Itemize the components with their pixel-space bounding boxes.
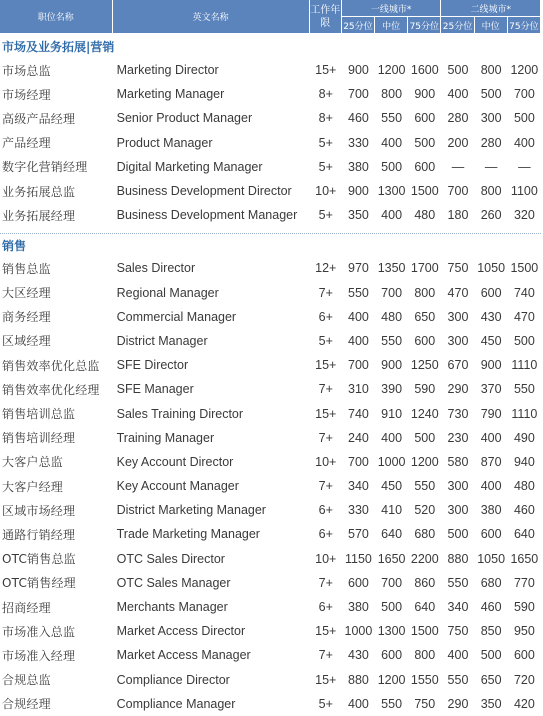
job-title-en: Training Manager bbox=[116, 430, 215, 445]
job-title-en: Digital Marketing Manager bbox=[116, 159, 263, 174]
tier1-median: 1300 bbox=[377, 624, 406, 639]
table-row bbox=[0, 131, 541, 155]
job-title-cn: 市场准入总监 bbox=[2, 624, 76, 639]
tier2-p75: 940 bbox=[513, 454, 535, 469]
table-row bbox=[0, 58, 541, 82]
job-title-cn: 招商经理 bbox=[2, 600, 51, 615]
section-title: 市场及业务拓展|营销 bbox=[2, 39, 115, 54]
tier1-median: 640 bbox=[381, 527, 403, 542]
tier2-median: 500 bbox=[480, 87, 502, 102]
tier1-p75: 600 bbox=[414, 111, 436, 126]
job-title-en: Business Development Manager bbox=[116, 208, 298, 223]
tier1-p25: 1000 bbox=[344, 624, 373, 639]
job-title-en: Sales Training Director bbox=[116, 406, 244, 421]
tier1-p75: 900 bbox=[414, 87, 436, 102]
tier2-p25: 500 bbox=[447, 63, 469, 78]
tier2-p75: 1500 bbox=[510, 261, 539, 276]
tier1-p75: 640 bbox=[414, 600, 436, 615]
table-row bbox=[0, 329, 541, 353]
job-title-en: Key Account Director bbox=[116, 454, 234, 469]
header-job-title-cn: 职位名称 bbox=[0, 0, 113, 34]
tier1-median: 450 bbox=[381, 479, 403, 494]
job-title-cn: 区域经理 bbox=[2, 334, 51, 349]
section-header-row bbox=[0, 34, 541, 58]
tier2-median: 430 bbox=[480, 309, 502, 324]
tier1-p25: 340 bbox=[348, 479, 369, 494]
years-experience: 6+ bbox=[318, 527, 333, 542]
tier1-p75: 1550 bbox=[410, 672, 439, 687]
tier2-median: 380 bbox=[480, 503, 502, 518]
years-experience: 10+ bbox=[315, 454, 337, 469]
job-title-cn: 通路行销经理 bbox=[2, 527, 76, 542]
tier1-median: 700 bbox=[381, 575, 403, 590]
job-title-cn: 产品经理 bbox=[2, 136, 51, 151]
tier2-median: 800 bbox=[480, 184, 502, 199]
tier1-median: 550 bbox=[381, 333, 403, 348]
header-tier2-median: 中位 bbox=[475, 17, 508, 34]
tier1-median: 600 bbox=[381, 648, 403, 663]
tier1-p75: 550 bbox=[414, 479, 436, 494]
tier1-p75: 1600 bbox=[410, 63, 439, 78]
tier1-p25: 310 bbox=[348, 382, 369, 397]
table-row bbox=[0, 571, 541, 595]
table-row bbox=[0, 474, 541, 498]
tier1-median: 500 bbox=[381, 600, 403, 615]
tier2-median: 450 bbox=[480, 333, 502, 348]
tier1-median: 390 bbox=[381, 382, 403, 397]
job-title-en: Regional Manager bbox=[116, 285, 219, 300]
tier1-p25: 700 bbox=[348, 87, 369, 102]
job-title-en: Sales Director bbox=[116, 261, 196, 276]
tier1-p25: 740 bbox=[348, 406, 369, 421]
tier2-p25: 300 bbox=[447, 479, 469, 494]
tier2-p75: 460 bbox=[513, 503, 535, 518]
tier1-median: 480 bbox=[381, 309, 403, 324]
tier1-median: 400 bbox=[381, 430, 403, 445]
job-title-en: Business Development Director bbox=[116, 184, 292, 199]
tier2-p25: 670 bbox=[447, 358, 469, 373]
table-row bbox=[0, 668, 541, 692]
tier2-p75: 1650 bbox=[510, 551, 539, 566]
job-title-cn: 数字化营销经理 bbox=[2, 160, 88, 175]
tier2-p25: 750 bbox=[447, 624, 469, 639]
tier2-median: 870 bbox=[480, 454, 502, 469]
tier1-median: 400 bbox=[381, 208, 403, 223]
tier2-median: 790 bbox=[480, 406, 502, 421]
job-title-cn: 大客户总监 bbox=[2, 455, 64, 470]
tier2-median: 850 bbox=[480, 624, 502, 639]
header-tier2-p75: 75分位 bbox=[508, 17, 541, 34]
tier1-p25: 400 bbox=[348, 696, 369, 711]
tier1-p25: 400 bbox=[348, 333, 369, 348]
job-title-cn: OTC销售总监 bbox=[2, 552, 76, 567]
table-row bbox=[0, 281, 541, 305]
tier1-p75: 600 bbox=[414, 159, 436, 174]
tier1-median: 700 bbox=[381, 285, 403, 300]
tier2-p25: 880 bbox=[447, 551, 469, 566]
job-title-en: Marketing Director bbox=[116, 63, 219, 78]
years-experience: 12+ bbox=[315, 261, 337, 276]
tier2-p25: 550 bbox=[447, 672, 469, 687]
job-title-cn: 销售效率优化总监 bbox=[2, 358, 100, 373]
tier2-p25: 300 bbox=[447, 503, 469, 518]
tier2-p75: 470 bbox=[513, 309, 535, 324]
table-row bbox=[0, 82, 541, 106]
years-experience: 15+ bbox=[315, 406, 337, 421]
tier2-p75: 320 bbox=[513, 208, 535, 223]
tier1-median: 1650 bbox=[377, 551, 406, 566]
tier2-p75: 770 bbox=[513, 575, 535, 590]
tier2-median: 400 bbox=[480, 479, 502, 494]
years-experience: 15+ bbox=[315, 358, 337, 373]
job-title-en: OTC Sales Director bbox=[116, 551, 225, 566]
table-row bbox=[0, 203, 541, 227]
tier1-p25: 970 bbox=[348, 261, 369, 276]
tier2-median: 460 bbox=[480, 600, 502, 615]
years-experience: 15+ bbox=[315, 672, 337, 687]
table-row bbox=[0, 401, 541, 425]
job-title-en: Marketing Manager bbox=[116, 87, 225, 102]
tier1-p25: 900 bbox=[348, 63, 369, 78]
job-title-cn: 大客户经理 bbox=[2, 479, 64, 494]
table-body bbox=[0, 34, 541, 716]
job-title-cn: 区域市场经理 bbox=[2, 503, 76, 518]
tier2-p75: 500 bbox=[513, 333, 535, 348]
tier2-p75: — bbox=[518, 159, 531, 174]
tier2-p25: 400 bbox=[447, 87, 469, 102]
tier1-median: 1000 bbox=[377, 454, 406, 469]
tier2-p75: 420 bbox=[513, 696, 535, 711]
years-experience: 15+ bbox=[315, 63, 337, 78]
tier2-median: 600 bbox=[480, 527, 502, 542]
tier1-p75: 800 bbox=[414, 648, 436, 663]
tier2-median: 600 bbox=[480, 285, 502, 300]
job-title-en: Key Account Manager bbox=[116, 479, 239, 494]
tier1-p75: 2200 bbox=[410, 551, 439, 566]
table-row bbox=[0, 305, 541, 329]
tier2-median: 650 bbox=[480, 672, 502, 687]
tier1-p25: 550 bbox=[348, 285, 369, 300]
job-title-cn: 合规经理 bbox=[2, 697, 51, 712]
table-row bbox=[0, 377, 541, 401]
years-experience: 5+ bbox=[318, 333, 333, 348]
years-experience: 7+ bbox=[318, 479, 333, 494]
years-experience: 6+ bbox=[318, 309, 333, 324]
tier1-median: 400 bbox=[381, 135, 403, 150]
tier1-p75: 500 bbox=[414, 430, 436, 445]
tier1-p75: 590 bbox=[414, 382, 436, 397]
tier1-p25: 240 bbox=[348, 430, 369, 445]
tier1-median: 410 bbox=[381, 503, 403, 518]
years-experience: 7+ bbox=[318, 430, 333, 445]
tier1-p25: 700 bbox=[348, 454, 369, 469]
tier1-p75: 520 bbox=[414, 503, 436, 518]
job-title-cn: 业务拓展经理 bbox=[2, 208, 76, 223]
tier1-p25: 1150 bbox=[344, 551, 372, 566]
tier2-median: 350 bbox=[480, 696, 502, 711]
job-title-cn: 销售培训经理 bbox=[2, 431, 76, 446]
tier1-median: 500 bbox=[381, 159, 403, 174]
tier2-p75: 600 bbox=[513, 648, 535, 663]
tier2-p75: 550 bbox=[513, 382, 535, 397]
job-title-en: Market Access Director bbox=[116, 624, 246, 639]
tier1-p25: 460 bbox=[348, 111, 369, 126]
tier2-p25: 340 bbox=[447, 600, 469, 615]
tier2-p25: 200 bbox=[447, 135, 469, 150]
tier1-p75: 1250 bbox=[410, 358, 439, 373]
job-title-cn: 市场准入经理 bbox=[2, 648, 76, 663]
years-experience: 5+ bbox=[318, 696, 333, 711]
table-header bbox=[0, 0, 541, 34]
tier2-median: 280 bbox=[480, 135, 502, 150]
tier1-p75: 1500 bbox=[410, 184, 439, 199]
tier1-median: 550 bbox=[381, 696, 403, 711]
years-experience: 8+ bbox=[318, 111, 333, 126]
header-tier2-p25: 25分位 bbox=[441, 17, 474, 34]
tier2-p25: 400 bbox=[447, 648, 469, 663]
table-row bbox=[0, 547, 541, 571]
years-experience: 10+ bbox=[315, 551, 337, 566]
tier1-p75: 1500 bbox=[410, 624, 439, 639]
years-experience: 5+ bbox=[318, 135, 333, 150]
years-experience: 10+ bbox=[315, 184, 337, 199]
tier2-median: 370 bbox=[480, 382, 502, 397]
tier1-p25: 700 bbox=[348, 358, 369, 373]
job-title-en: SFE Director bbox=[116, 358, 189, 373]
table-row bbox=[0, 450, 541, 474]
job-title-en: Compliance Manager bbox=[116, 696, 236, 711]
table-row bbox=[0, 179, 541, 203]
tier2-p75: 740 bbox=[513, 285, 535, 300]
job-title-cn: 合规总监 bbox=[2, 673, 51, 688]
tier2-p25: 230 bbox=[447, 430, 469, 445]
header-job-title-en: 英文名称 bbox=[113, 0, 310, 34]
tier2-p75: 640 bbox=[513, 527, 535, 542]
table-row bbox=[0, 619, 541, 643]
tier1-p25: 900 bbox=[348, 184, 369, 199]
table-row bbox=[0, 498, 541, 522]
tier1-p75: 680 bbox=[414, 527, 436, 542]
tier1-median: 550 bbox=[381, 111, 403, 126]
header-tier1-p75: 75分位 bbox=[408, 17, 441, 34]
tier2-p75: 700 bbox=[513, 87, 535, 102]
section-divider bbox=[0, 227, 541, 234]
tier2-p75: 1200 bbox=[510, 63, 539, 78]
tier2-p75: 1110 bbox=[511, 406, 538, 421]
table-row bbox=[0, 106, 541, 130]
tier2-p25: 470 bbox=[447, 285, 469, 300]
job-title-cn: 市场经理 bbox=[2, 87, 51, 102]
tier2-median: 680 bbox=[480, 575, 502, 590]
tier2-p25: 550 bbox=[447, 575, 469, 590]
tier2-p75: 490 bbox=[513, 430, 535, 445]
tier2-p75: 720 bbox=[513, 672, 535, 687]
years-experience: 7+ bbox=[318, 648, 333, 663]
job-title-cn: 销售总监 bbox=[2, 261, 51, 276]
job-title-en: District Marketing Manager bbox=[116, 503, 266, 518]
years-experience: 5+ bbox=[318, 208, 333, 223]
header-tier1-p25: 25分位 bbox=[342, 17, 375, 34]
tier2-p25: 500 bbox=[447, 527, 469, 542]
tier1-p75: 1700 bbox=[410, 261, 439, 276]
section-header-row bbox=[0, 234, 541, 256]
tier1-p75: 1240 bbox=[410, 406, 439, 421]
tier2-p75: 950 bbox=[513, 624, 535, 639]
tier1-p25: 600 bbox=[348, 575, 369, 590]
tier1-median: 1350 bbox=[377, 261, 406, 276]
tier2-p25: 300 bbox=[447, 333, 469, 348]
tier2-median: 1050 bbox=[477, 261, 506, 276]
tier1-p75: 480 bbox=[414, 208, 436, 223]
tier1-median: 1200 bbox=[377, 63, 406, 78]
job-title-en: Market Access Manager bbox=[116, 648, 251, 663]
tier2-median: 800 bbox=[480, 63, 502, 78]
tier1-p25: 330 bbox=[348, 135, 369, 150]
tier2-median: 1050 bbox=[477, 551, 506, 566]
tier1-median: 1300 bbox=[377, 184, 406, 199]
tier1-p75: 860 bbox=[414, 575, 436, 590]
job-title-cn: 大区经理 bbox=[2, 286, 51, 301]
job-title-cn: 商务经理 bbox=[2, 310, 51, 325]
tier2-p75: 1110 bbox=[511, 358, 538, 373]
tier1-p25: 570 bbox=[348, 527, 369, 542]
table-row bbox=[0, 426, 541, 450]
job-title-cn: 销售培训总监 bbox=[2, 407, 76, 422]
job-title-cn: 业务拓展总监 bbox=[2, 184, 76, 199]
tier1-median: 1200 bbox=[377, 672, 406, 687]
tier1-p75: 1200 bbox=[410, 454, 439, 469]
job-title-en: Product Manager bbox=[116, 135, 213, 150]
tier2-p25: 750 bbox=[447, 261, 469, 276]
tier2-p25: 700 bbox=[447, 184, 469, 199]
tier1-p75: 500 bbox=[414, 135, 436, 150]
tier2-median: — bbox=[484, 159, 498, 174]
tier1-p25: 330 bbox=[348, 503, 369, 518]
years-experience: 8+ bbox=[318, 87, 333, 102]
table-row bbox=[0, 256, 541, 280]
job-title-en: Merchants Manager bbox=[116, 600, 228, 615]
tier1-median: 900 bbox=[381, 358, 403, 373]
tier1-median: 800 bbox=[381, 87, 403, 102]
table-row bbox=[0, 353, 541, 377]
section-divider-line bbox=[0, 227, 541, 234]
tier2-p25: 180 bbox=[447, 208, 469, 223]
tier2-p25: 300 bbox=[447, 309, 469, 324]
years-experience: 7+ bbox=[318, 285, 333, 300]
job-title-en: OTC Sales Manager bbox=[116, 575, 231, 590]
years-experience: 7+ bbox=[318, 575, 333, 590]
section-title: 销售 bbox=[2, 238, 27, 253]
tier1-p25: 350 bbox=[348, 208, 369, 223]
years-experience: 6+ bbox=[318, 600, 333, 615]
header-tier1-city: 一线城市* bbox=[342, 0, 442, 17]
tier1-median: 910 bbox=[381, 406, 403, 421]
job-title-en: Trade Marketing Manager bbox=[116, 527, 260, 542]
years-experience: 15+ bbox=[315, 624, 337, 639]
header-tier2-city: 二线城市* bbox=[441, 0, 541, 17]
tier1-p75: 750 bbox=[414, 696, 436, 711]
tier2-p25: 290 bbox=[447, 696, 469, 711]
job-title-cn: 高级产品经理 bbox=[2, 111, 76, 126]
job-title-en: SFE Manager bbox=[116, 382, 194, 397]
tier2-p25: 290 bbox=[447, 382, 469, 397]
header-years: 工作年限 bbox=[310, 0, 342, 34]
table-row bbox=[0, 522, 541, 546]
job-title-cn: OTC销售经理 bbox=[2, 576, 76, 591]
tier2-median: 900 bbox=[480, 358, 502, 373]
job-title-en: Compliance Director bbox=[116, 672, 230, 687]
header-tier1-median: 中位 bbox=[375, 17, 408, 34]
job-title-cn: 市场总监 bbox=[2, 63, 51, 78]
tier2-p75: 500 bbox=[513, 111, 535, 126]
tier1-p25: 400 bbox=[348, 309, 369, 324]
job-title-en: Senior Product Manager bbox=[116, 111, 253, 126]
table-row bbox=[0, 155, 541, 179]
tier2-p25: 730 bbox=[447, 406, 469, 421]
tier2-p75: 590 bbox=[513, 600, 535, 615]
job-title-en: District Manager bbox=[116, 333, 208, 348]
table-row bbox=[0, 692, 541, 716]
tier1-p25: 380 bbox=[348, 600, 369, 615]
tier1-p25: 380 bbox=[348, 159, 369, 174]
tier2-p25: — bbox=[451, 159, 465, 174]
years-experience: 5+ bbox=[318, 159, 333, 174]
tier2-p25: 580 bbox=[447, 454, 469, 469]
tier2-median: 260 bbox=[480, 208, 502, 223]
tier2-median: 500 bbox=[480, 648, 502, 663]
tier1-p25: 430 bbox=[348, 648, 369, 663]
table-row bbox=[0, 595, 541, 619]
job-title-cn: 销售效率优化经理 bbox=[2, 382, 100, 397]
tier2-p75: 480 bbox=[513, 479, 535, 494]
tier1-p75: 800 bbox=[414, 285, 436, 300]
job-title-en: Commercial Manager bbox=[116, 309, 237, 324]
tier2-median: 400 bbox=[480, 430, 502, 445]
tier1-p75: 600 bbox=[414, 333, 436, 348]
tier1-p75: 650 bbox=[414, 309, 436, 324]
table-row bbox=[0, 643, 541, 667]
years-experience: 6+ bbox=[318, 503, 333, 518]
tier2-median: 300 bbox=[480, 111, 502, 126]
tier2-p75: 400 bbox=[513, 135, 535, 150]
years-experience: 7+ bbox=[318, 382, 333, 397]
tier1-p25: 880 bbox=[348, 672, 369, 687]
tier2-p75: 1100 bbox=[510, 184, 538, 199]
tier2-p25: 280 bbox=[447, 111, 469, 126]
